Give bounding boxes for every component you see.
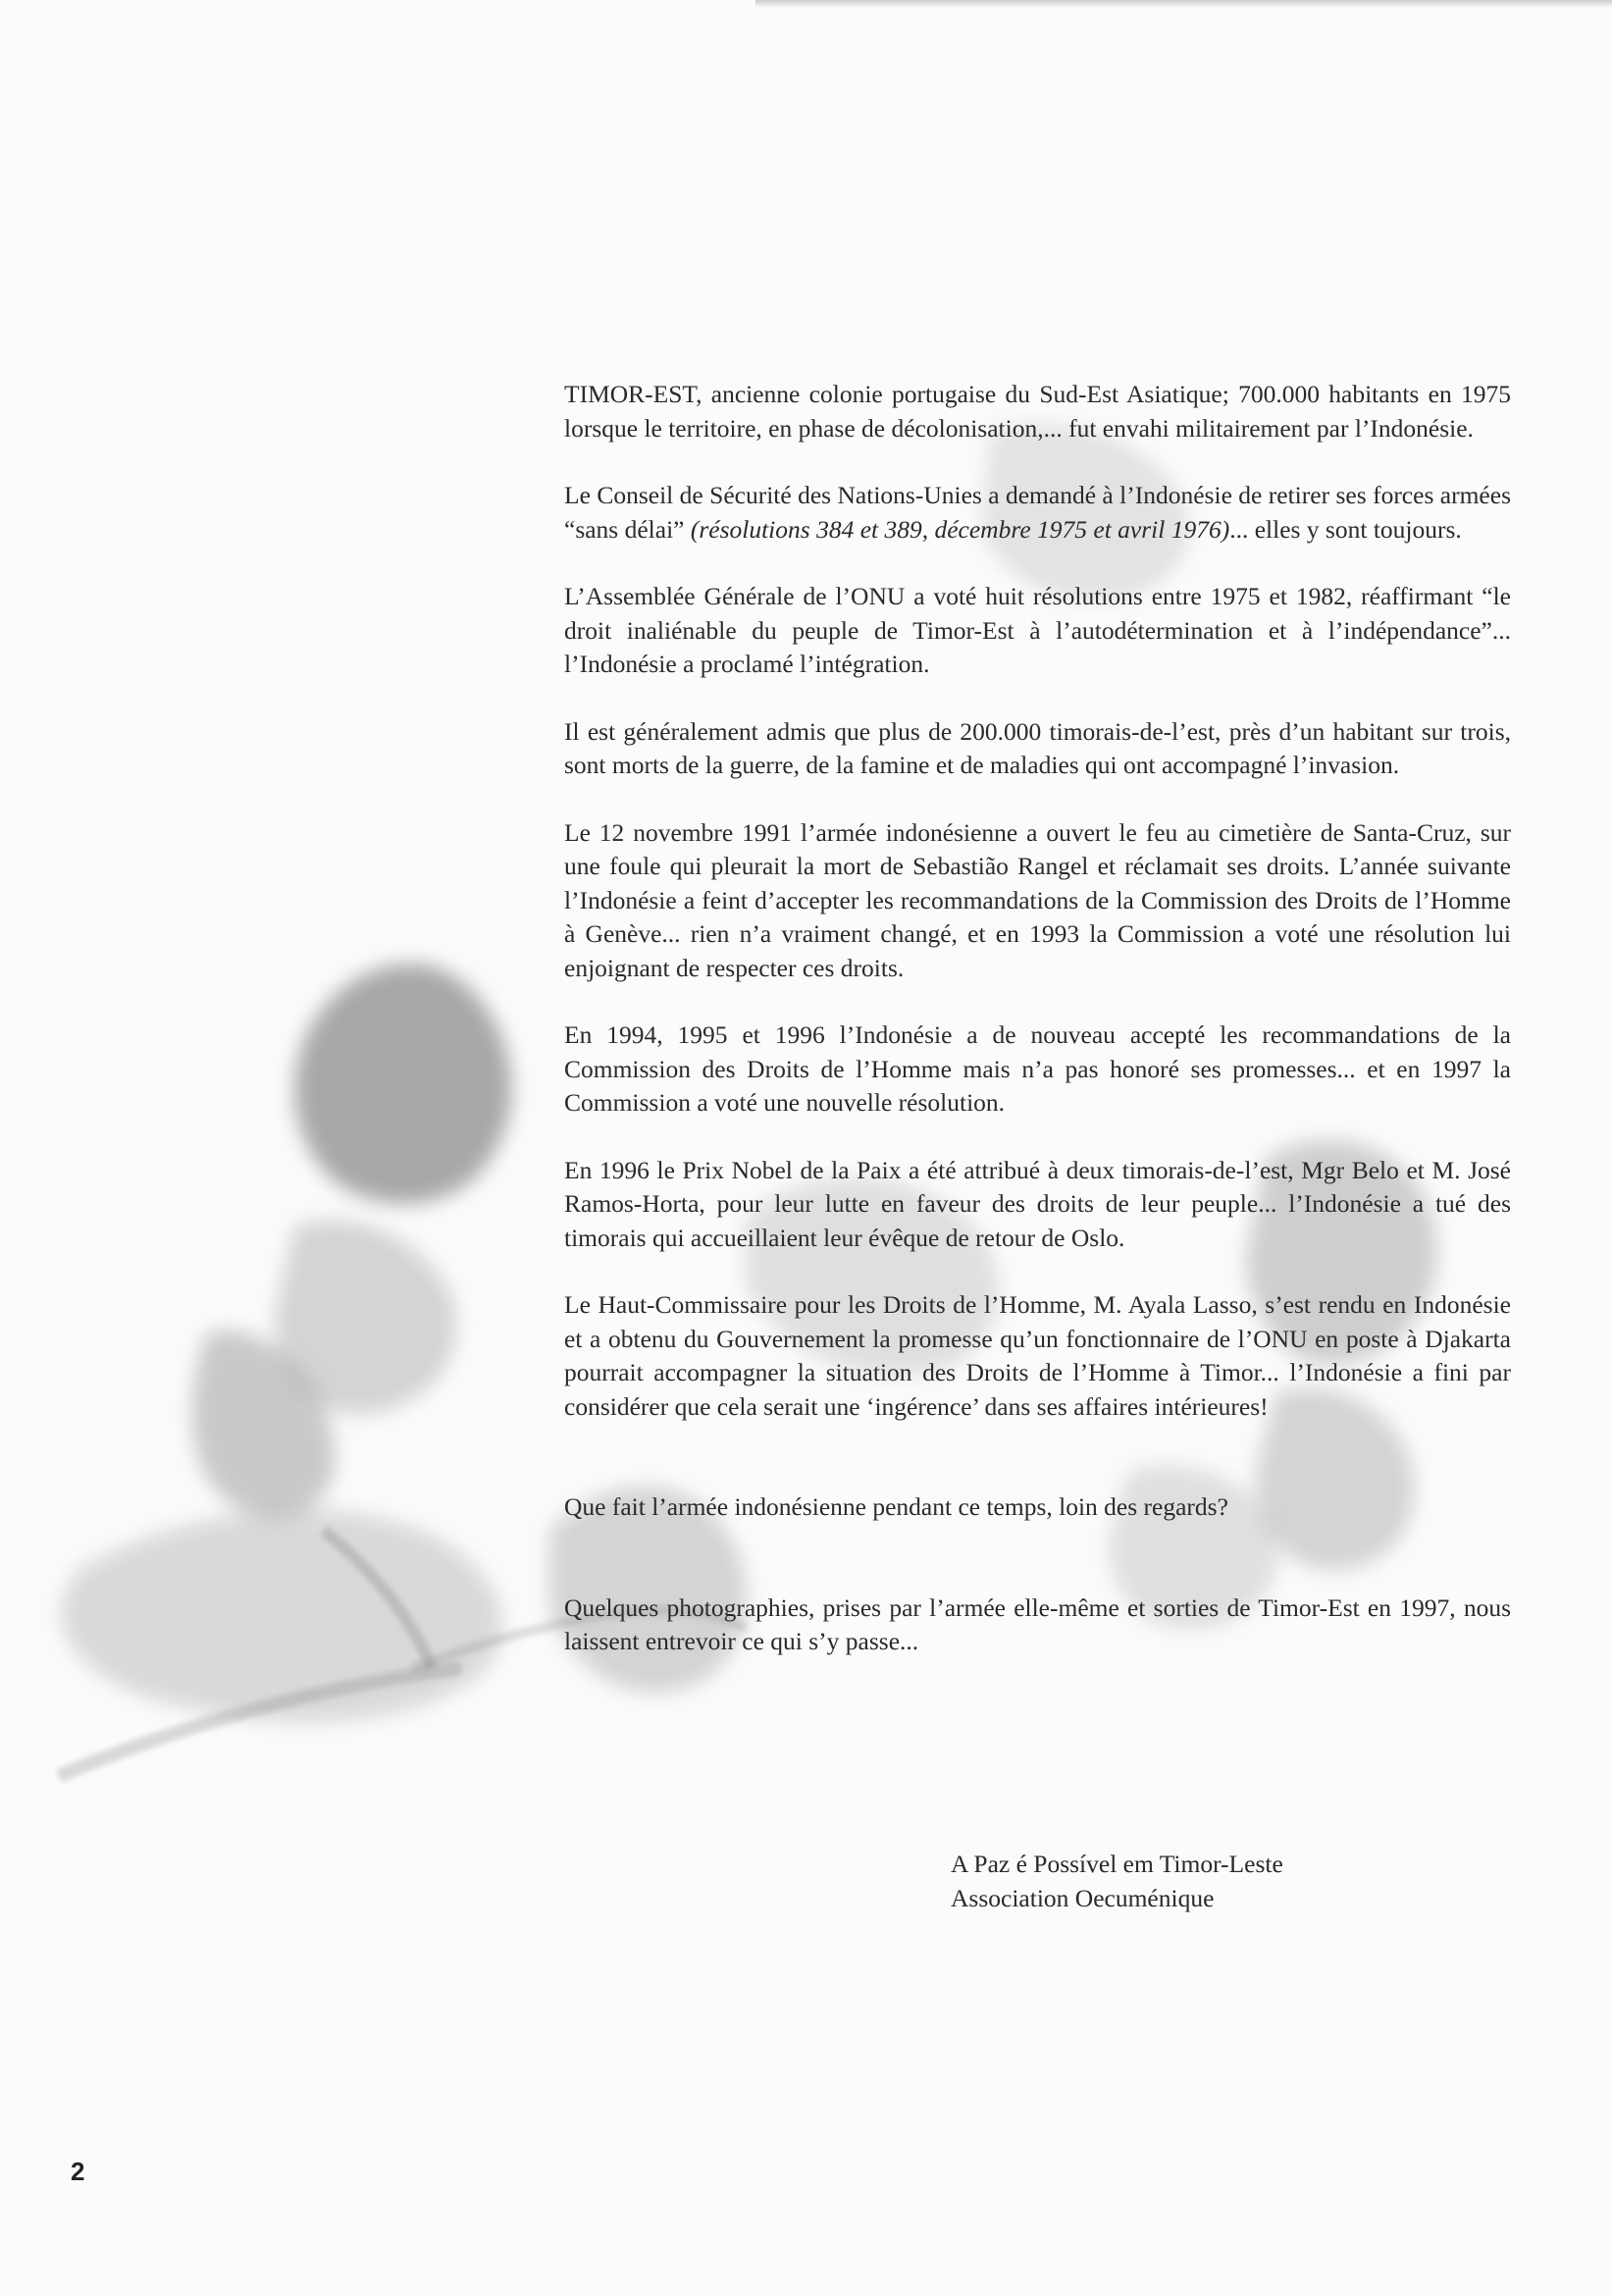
paragraph-5: Le 12 novembre 1991 l’armée indonésienne a ouvert le feu au cimetière de Santa-Cruz, sur une foule qui pleurait la mort de Sebastião Rangel et réclamait ses droits. L’année suivante l’Indonésie a feint d’accepter les recommandations de la Commission des Droits de l’Homme à Genève... rien n’a vraiment changé, et en 1993 la Commission a voté une résolution lui enjoignant de respecter ces droits. xyxy=(564,817,1511,982)
paragraph-8: Le Haut-Commissaire pour les Droits de l’Homme, M. Ayala Lasso, s’est rendu en Indonésie et a obtenu du Gouvernement la promesse qu’un fonctionnaire de l’ONU en poste à Djakarta pourrait accompagner la situation des Droits de l’Homme à Timor... l’Indonésie a fini par considérer que cela serait une ‘ingérence’ dans ses affaires intérieures! xyxy=(564,1290,1511,1421)
paragraph-1: TIMOR-EST, ancienne colonie portugaise du Sud-Est Asiatique; 700.000 habitants en 1975 lorsque le territoire, en phase de décolonisation,... fut envahi militairement par l’Indonésie. xyxy=(564,380,1511,443)
paragraph-2-text: Le Conseil de Sécurité des Nations-Unies a demandé à l’Indonésie de retirer ses forces armées “sans délai” xyxy=(564,481,1511,544)
article-body xyxy=(564,378,1511,1693)
page-number: 2 xyxy=(71,2157,85,2186)
paragraph-2-citation: (résolutions 384 et 389, décembre 1975 et avril 1976) xyxy=(690,514,1230,544)
paragraph-closing: Quelques photographies, prises par l’armée elle-même et sorties de Timor-Est en 1997, nous laissent entrevoir ce qui s’y passe... xyxy=(564,1592,1511,1655)
signature-association: Association Oecuménique xyxy=(951,1883,1215,1912)
signature-organization: A Paz é Possível em Timor-Leste xyxy=(951,1850,1283,1878)
paragraph-2-tail: ... elles y sont toujours. xyxy=(1229,514,1462,544)
signature-block xyxy=(951,1848,1283,1915)
paragraph-7: En 1996 le Prix Nobel de la Paix a été attribué à deux timorais-de-l’est, Mgr Belo et M. José Ramos-Horta, pour leur lutte en faveur des droits de leur peuple... l’Indonésie a tué des timorais qui accueillaient leur évêque de retour de Oslo. xyxy=(564,1155,1511,1252)
paragraph-question: Que fait l’armée indonésienne pendant ce temps, loin des regards? xyxy=(564,1492,1228,1521)
paragraph-2 xyxy=(564,479,1511,547)
paragraph-6: En 1994, 1995 et 1996 l’Indonésie a de nouveau accepté les recommandations de la Commission des Droits de l’Homme mais n’a pas honoré ses promesses... et en 1997 la Commission a voté une nouvelle résolution. xyxy=(564,1020,1511,1117)
paragraph-4: Il est généralement admis que plus de 200.000 timorais-de-l’est, près d’un habitant sur trois, sont morts de la guerre, de la famine et de maladies qui ont accompagné l’invasion. xyxy=(564,716,1511,779)
paragraph-3: L’Assemblée Générale de l’ONU a voté huit résolutions entre 1975 et 1982, réaffirmant “le droit inaliénable du peuple de Timor-Est à l’autodétermination et à l’indépendance”... l’Indonésie a proclamé l’intégration. xyxy=(564,582,1511,678)
